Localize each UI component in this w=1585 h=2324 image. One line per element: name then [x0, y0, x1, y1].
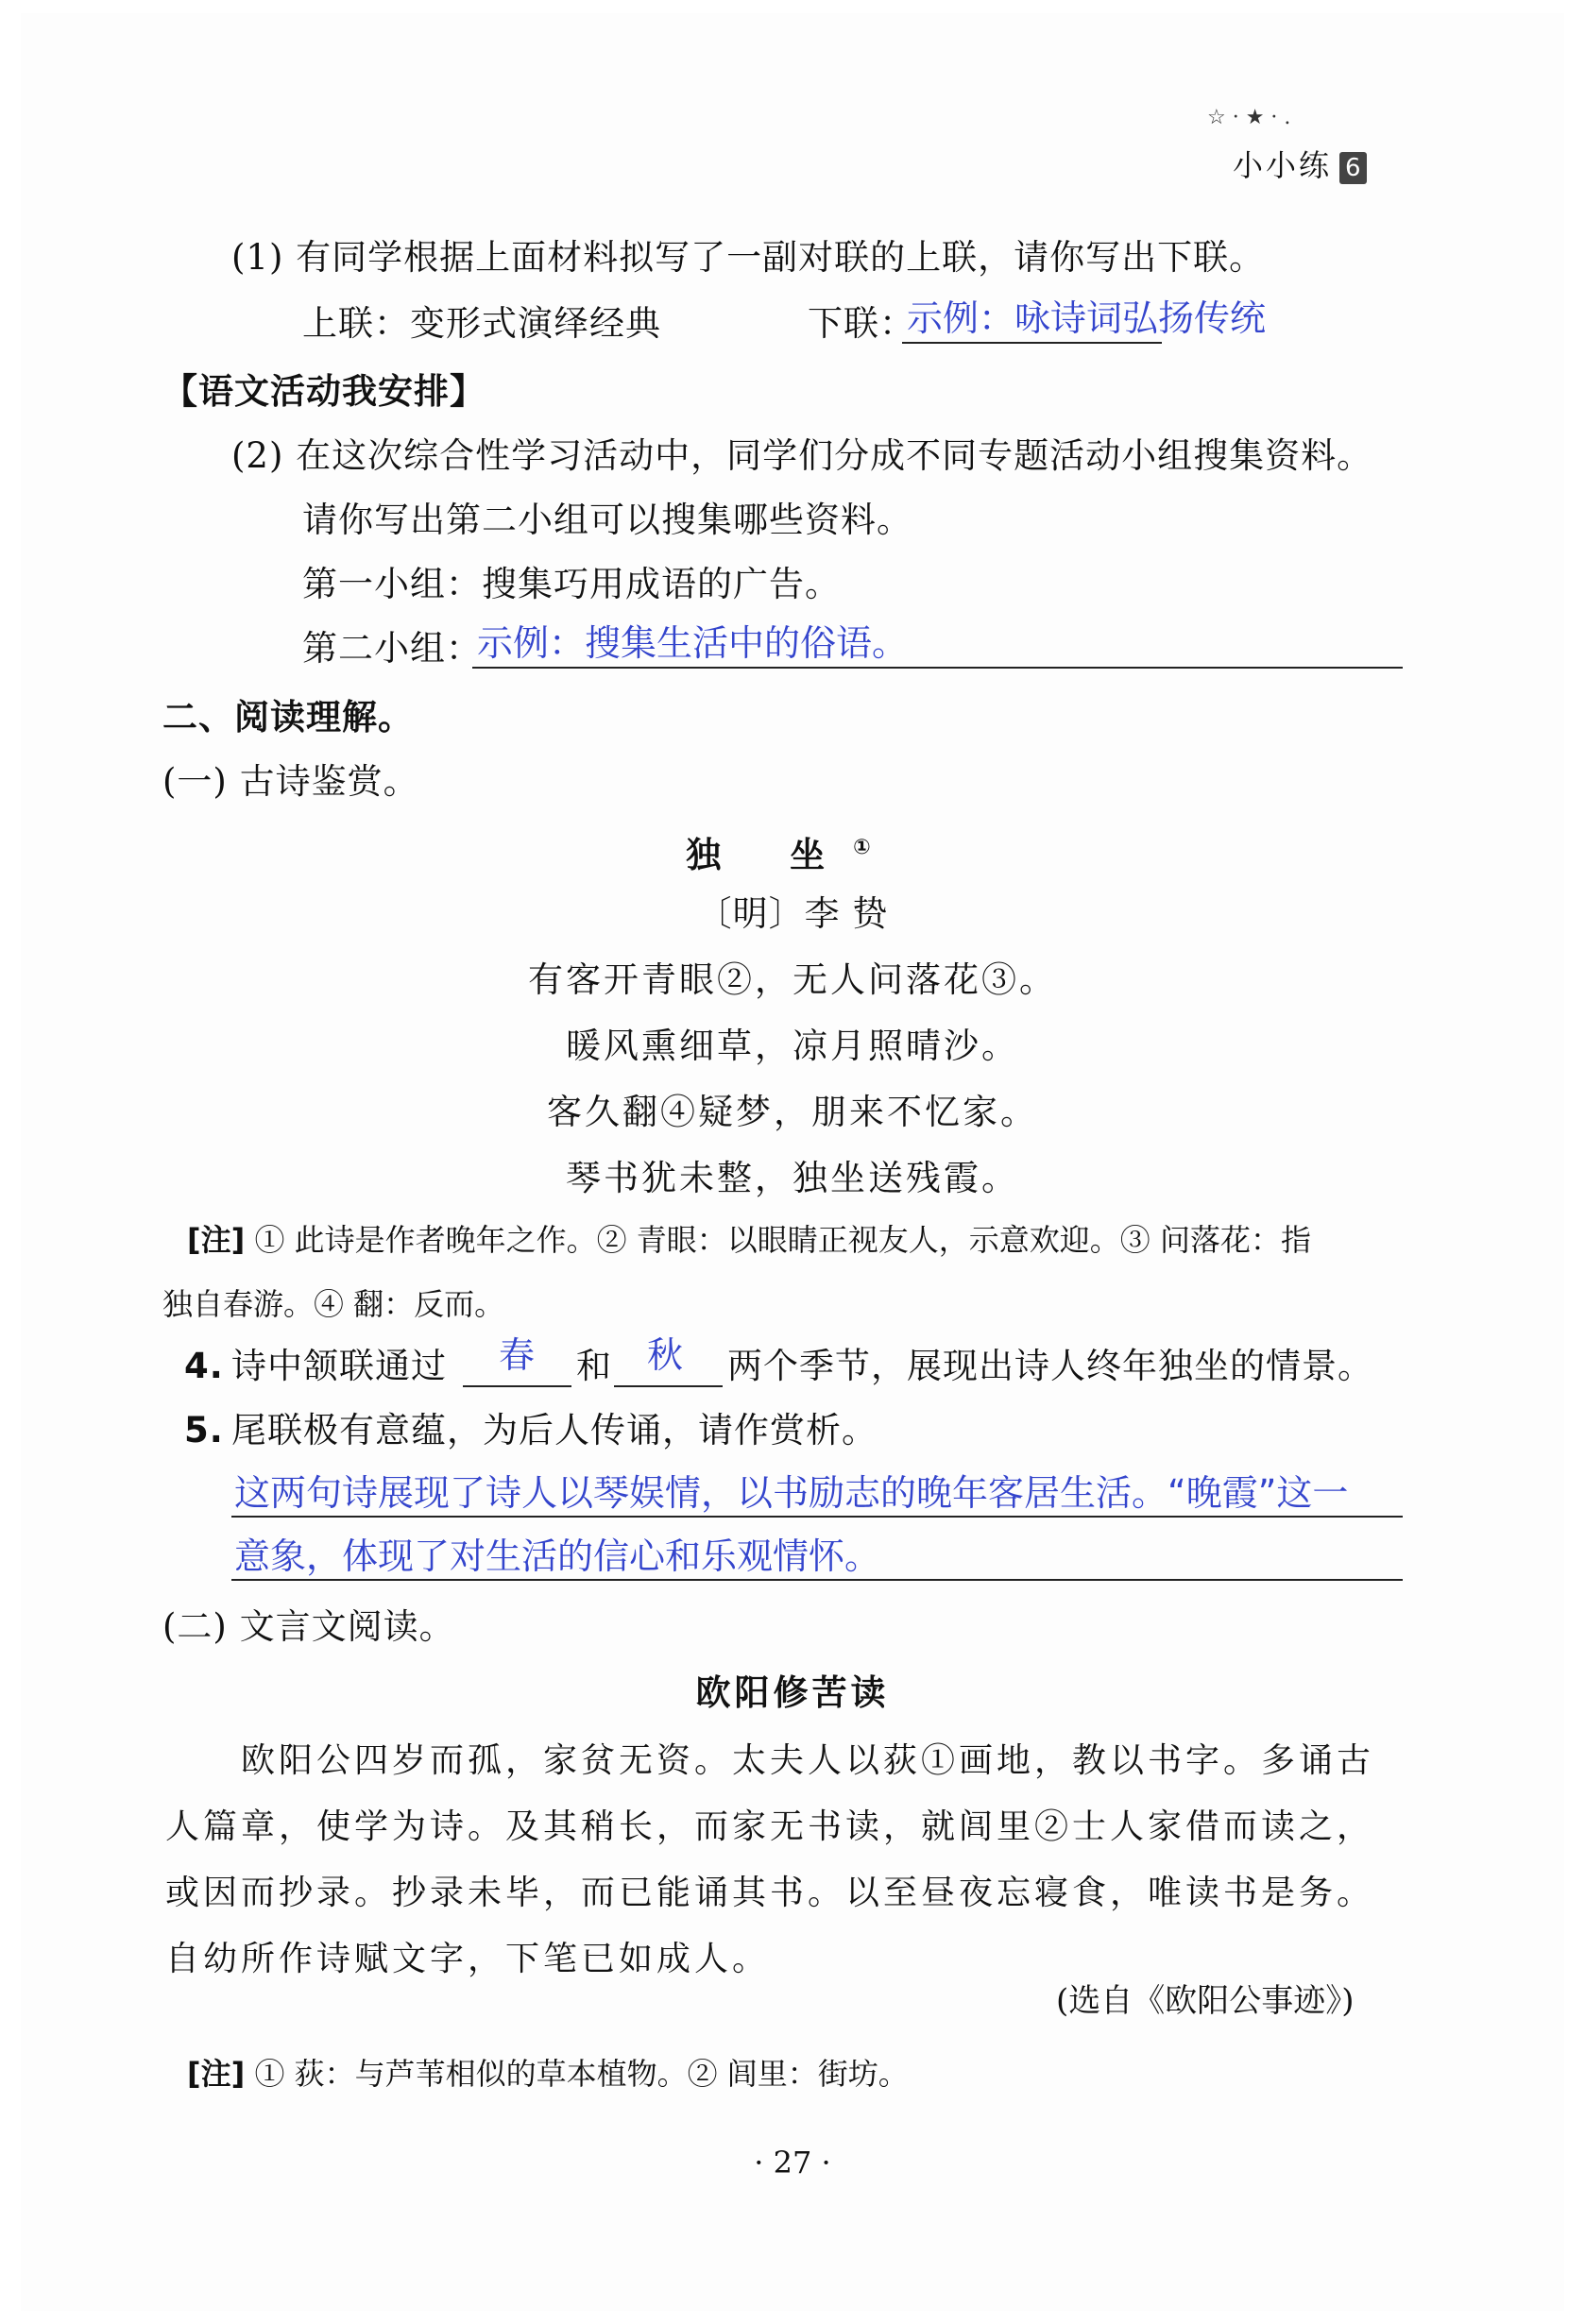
q5-answer-line2: 意象，体现了对生活的信心和乐观情怀。: [234, 1535, 881, 1577]
activity-prompt-line1: (2) 在这次综合性学习活动中，同学们分成不同专题活动小组搜集资料。: [231, 435, 1373, 476]
poem-title-text: 独 坐: [686, 835, 854, 875]
poem-note-text1: ① 此诗是作者晚年之作。② 青眼：以眼睛正视友人，示意欢迎。③ 问落花：指: [254, 1222, 1311, 1258]
page-number: · 27 ·: [754, 2145, 831, 2180]
activity-group2-answer: 示例：搜集生活中的俗语。: [477, 622, 909, 664]
poem-line-1: 有客开青眼②，无人问落花③。: [528, 959, 1057, 1000]
prose-note: [187, 2052, 909, 2095]
poem-note-label: [注]: [187, 1222, 246, 1258]
q4-answer-1: 春: [499, 1334, 536, 1376]
star-decoration-icon: ☆ · ★ · .: [1207, 106, 1291, 129]
q4-number: 4.: [184, 1346, 224, 1386]
q4-blank-1: [463, 1385, 571, 1387]
prose-section-title: (二) 文言文阅读。: [162, 1606, 455, 1647]
activity-answer-line: [472, 667, 1403, 669]
prose-source: (选自《欧阳公事迹》): [1056, 1982, 1355, 2020]
q4-text-c: 两个季节，展现出诗人终年独坐的情景。: [727, 1346, 1373, 1386]
prose-note-label: [注]: [187, 2056, 246, 2092]
q5-line-1: [231, 1516, 1403, 1518]
q1-lower-label: 下联：: [808, 303, 915, 344]
prose-note-text: ① 荻：与芦苇相似的草本植物。② 闾里：街坊。: [254, 2056, 909, 2092]
series-label: 小小练: [1233, 147, 1333, 183]
poem-line-3: 客久翻④疑梦，朋来不忆家。: [547, 1092, 1038, 1132]
q1-lower-answer: 示例：咏诗词弘扬传统: [907, 297, 1267, 339]
q5-line-2: [231, 1579, 1403, 1581]
q4-blank-2: [614, 1385, 723, 1387]
q1-answer-line: [902, 342, 1162, 344]
prose-text: 欧阳公四岁而孤，家贫无资。太夫人以荻①画地，教以书字。多诵古人篇章，使学为诗。及其稍长，而家无书读，就闾里②士人家借而读之，或因而抄录。抄录未毕，而已能诵其书。以至昼夜忘寝食，唯读书是务。自幼所作诗赋文字，下笔已如成人。: [165, 1741, 1375, 1978]
activity-section-title: 【语文活动我安排】: [162, 371, 486, 412]
activity-prompt-line2: 请你写出第二小组可以搜集哪些资料。: [302, 500, 912, 540]
q4-text-a: 诗中颔联通过: [231, 1346, 447, 1386]
poem-note-line2: 独自春游。④ 翻：反而。: [162, 1286, 505, 1322]
series-number-badge: 6: [1339, 152, 1367, 184]
poem-line-4: 琴书犹未整，独坐送残霞。: [566, 1158, 1019, 1198]
activity-group1: 第一小组：搜集巧用成语的广告。: [302, 564, 841, 604]
q5-number: 5.: [184, 1410, 224, 1450]
poem-author: 〔明〕李 贽: [696, 893, 889, 934]
page-header: [1233, 142, 1367, 185]
poem-line-2: 暖风熏细草，凉月照晴沙。: [566, 1026, 1019, 1066]
q4-answer-2: 秋: [647, 1334, 684, 1376]
reading-section-title: 二、阅读理解。: [162, 697, 414, 738]
q5-text: 尾联极有意蕴，为后人传诵，请作赏析。: [231, 1410, 878, 1450]
activity-group2-label: 第二小组：: [302, 628, 482, 669]
poem-note-line1: [187, 1218, 1311, 1262]
q5-answer-line1: 这两句诗展现了诗人以琴娱情，以书励志的晚年客居生活。“晚霞”这一: [234, 1472, 1349, 1514]
poem-section-title: (一) 古诗鉴赏。: [162, 761, 419, 802]
poem-title-note-mark: ①: [853, 836, 899, 859]
prose-title: 欧阳修苦读: [695, 1672, 890, 1713]
q4-text-b: 和: [576, 1346, 612, 1386]
q1-prompt: (1) 有同学根据上面材料拟写了一副对联的上联，请你写出下联。: [231, 237, 1266, 278]
poem-title: [0, 824, 1585, 879]
q1-upper-couplet: 上联：变形式演绎经典: [302, 303, 661, 344]
